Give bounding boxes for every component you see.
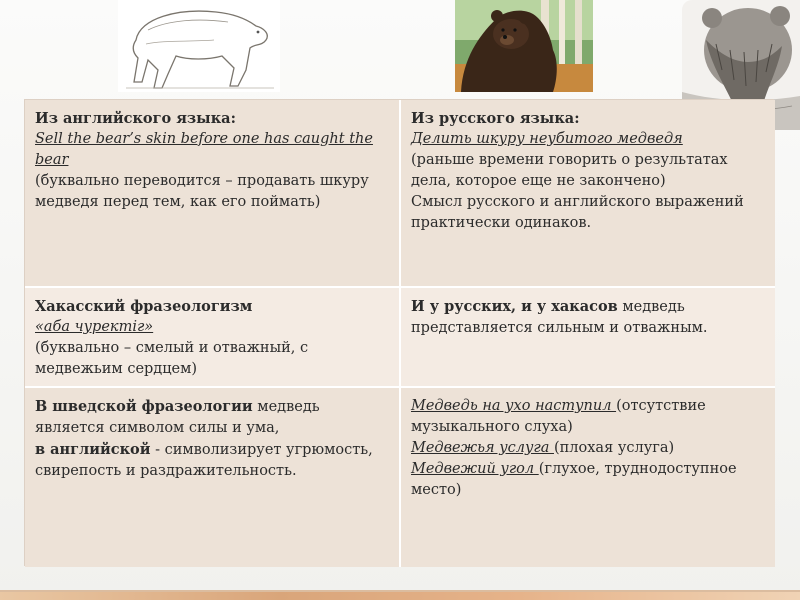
cell-russian-idiom bbox=[401, 100, 775, 286]
bear-sketch-image bbox=[118, 0, 280, 92]
khakass-heading: Хакасский фразеологизм bbox=[35, 298, 253, 315]
brown-bear-image bbox=[455, 0, 593, 92]
idiom-2-link[interactable]: Медвежья услуга bbox=[411, 440, 554, 456]
cell-english-idiom bbox=[25, 100, 401, 286]
khakass-idiom-translation: (буквально – смелый и отважный, с медвежьим сердцем) bbox=[35, 340, 309, 377]
russian-khakass-bold: И у русских, и у хакасов bbox=[411, 298, 618, 315]
cell-russian-idioms-list bbox=[401, 386, 775, 567]
russian-idiom-meaning: (раньше времени говорить о результатах дела, которое еще не закончено) bbox=[411, 152, 728, 189]
swedish-bold: В шведской фразеологии bbox=[35, 398, 253, 415]
swedish-rest: медведь является символом силы и ума, bbox=[35, 399, 320, 436]
russian-idiom-link[interactable]: Делить шкуру неубитого медведя bbox=[411, 131, 683, 147]
bottom-decorative-stripe bbox=[0, 592, 800, 600]
english-symbolism-text bbox=[35, 439, 389, 482]
russian-heading: Из русского языка: bbox=[411, 110, 580, 127]
idiom-item-3 bbox=[411, 459, 765, 501]
russian-english-comparison: Смысл русского и английского выражений практически одинаков. bbox=[411, 194, 744, 231]
english-heading: Из английского языка: bbox=[35, 110, 236, 127]
cell-swedish-english-symbolism bbox=[25, 386, 401, 567]
russian-khakass-text bbox=[411, 296, 765, 339]
english-bold: в английской bbox=[35, 441, 151, 458]
russian-khakass-rest: медведь представляется сильным и отважным. bbox=[411, 299, 708, 336]
phraseology-table bbox=[24, 99, 774, 566]
english-idiom-link[interactable]: Sell the bear’s skin before one has caught the bear bbox=[35, 131, 373, 168]
idiom-item-1 bbox=[411, 396, 765, 438]
idiom-1-link[interactable]: Медведь на ухо наступил bbox=[411, 398, 617, 414]
idiom-1-meaning: (отсутствие музыкального слуха) bbox=[411, 398, 706, 435]
idiom-3-link[interactable]: Медвежий угол bbox=[411, 461, 539, 477]
cell-khakass-idiom bbox=[25, 286, 401, 386]
english-idiom-translation: (буквально переводится – продавать шкуру медведя перед тем, как его поймать) bbox=[35, 173, 369, 210]
idiom-3-meaning: (глухое, труднодоступное место) bbox=[411, 461, 737, 498]
english-rest: - символизирует угрюмость, свирепость и раздражительность. bbox=[35, 442, 373, 479]
khakass-idiom-link[interactable]: «аба чуректiг» bbox=[35, 319, 154, 335]
cell-russian-khakass-comparison bbox=[401, 286, 775, 386]
idiom-item-2 bbox=[411, 438, 765, 459]
idiom-2-meaning: (плохая услуга) bbox=[553, 440, 675, 456]
swedish-text bbox=[35, 396, 389, 439]
